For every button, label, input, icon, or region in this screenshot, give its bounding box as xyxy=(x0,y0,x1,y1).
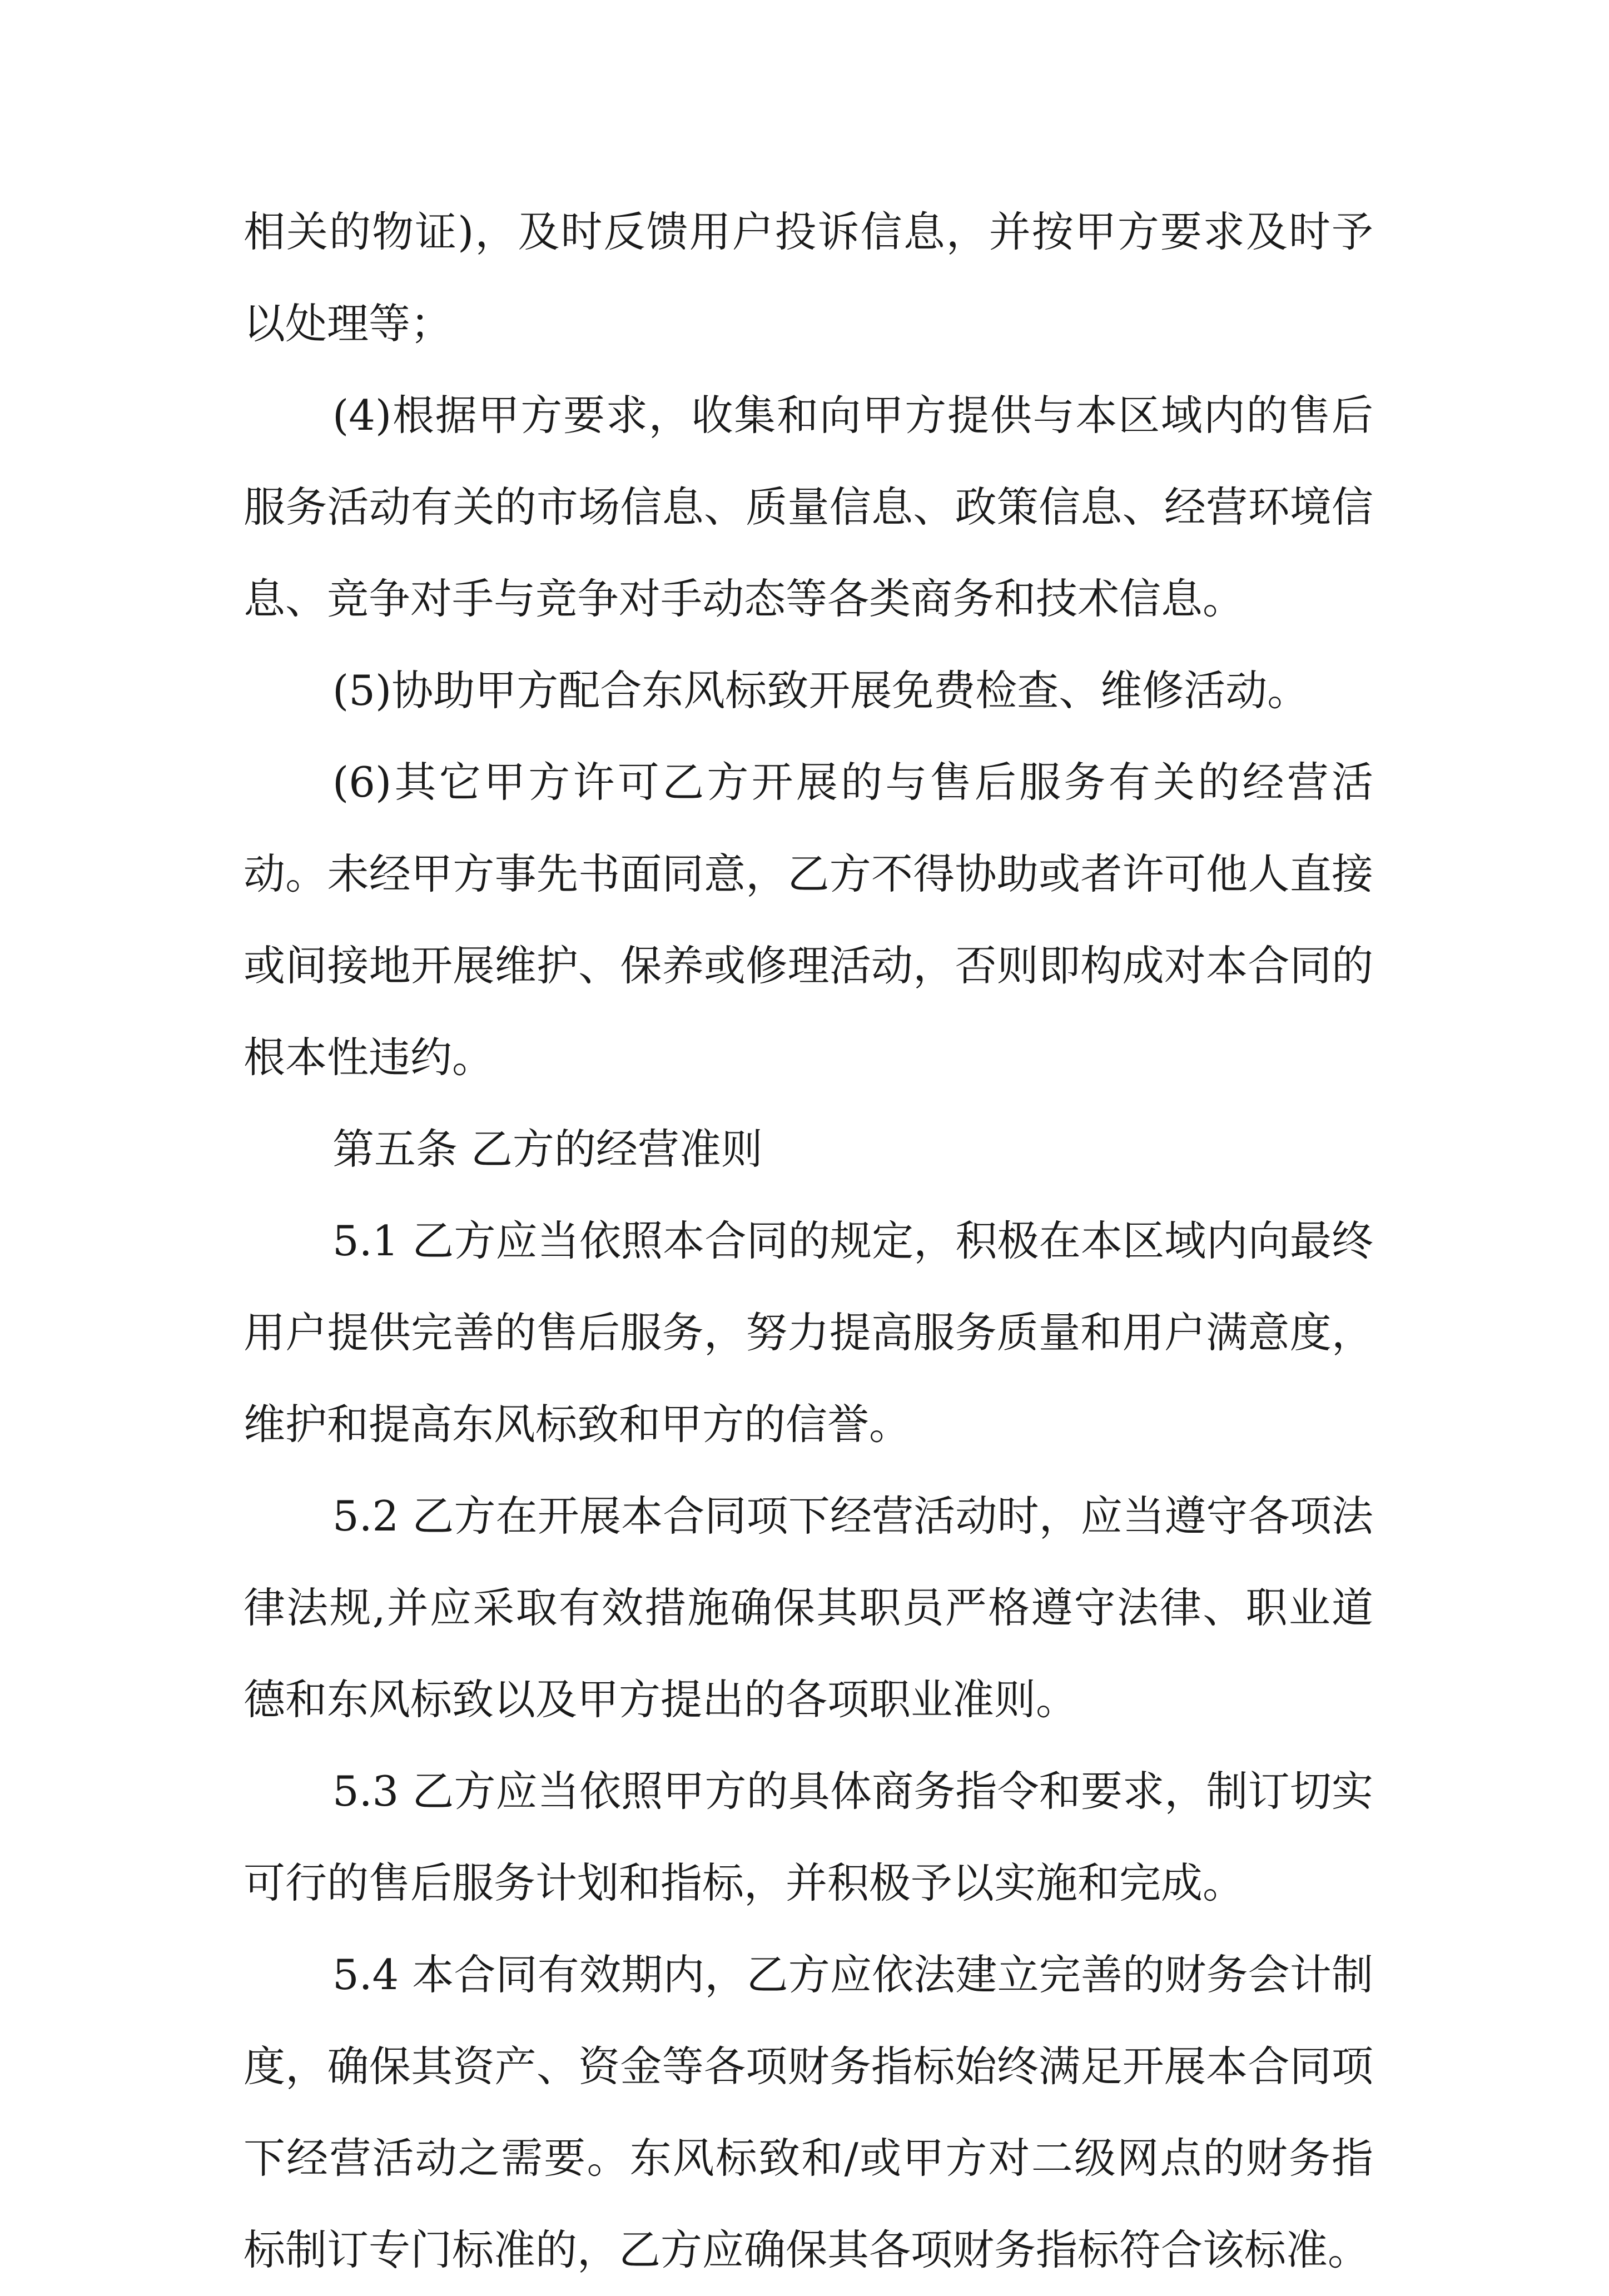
clause-5-1: 5.1 乙方应当依照本合同的规定，积极在本区域内向最终用户提供完善的售后服务，努力提高服务质量和用户满意度，维护和提高东风标致和甲方的信誉。 xyxy=(244,1216,1373,1449)
article-5-heading: 第五条 乙方的经营准则 xyxy=(332,1125,763,1174)
clause-5-2: 5.2 乙方在开展本合同项下经营活动时，应当遵守各项法律法规,并应采取有效措施确保其职员严格遵守法律、职业道德和东风标致以及甲方提出的各项职业准则。 xyxy=(244,1492,1373,1724)
paragraph-item-6: (6)其它甲方许可乙方开展的与售后服务有关的经营活动。未经甲方事先书面同意，乙方不得协助或者许可他人直接或间接地开展维护、保养或修理活动，否则即构成对本合同的根本性违约。 xyxy=(244,758,1373,1082)
clause-5-4: 5.4 本合同有效期内，乙方应依法建立完善的财务会计制度，确保其资产、资金等各项财务指标始终满足开展本合同项下经营活动之需要。东风标致和/或甲方对二级网点的财务指标制订专门标准的，乙方应确保其各项财务指标符合该标准。 xyxy=(244,1950,1373,2274)
contract-body xyxy=(244,186,1373,2296)
paragraph-item-4: (4)根据甲方要求，收集和向甲方提供与本区域内的售后服务活动有关的市场信息、质量信息、政策信息、经营环境信息、竞争对手与竞争对手动态等各类商务和技术信息。 xyxy=(244,391,1373,623)
paragraph-complaint-handling: 相关的物证)，及时反馈用户投诉信息，并按甲方要求及时予以处理等； xyxy=(244,207,1373,348)
paragraph-item-5: (5)协助甲方配合东风标致开展免费检查、维修活动。 xyxy=(332,666,1309,715)
clause-5-3: 5.3 乙方应当依照甲方的具体商务指令和要求，制订切实可行的售后服务计划和指标，并积极予以实施和完成。 xyxy=(244,1767,1373,1907)
